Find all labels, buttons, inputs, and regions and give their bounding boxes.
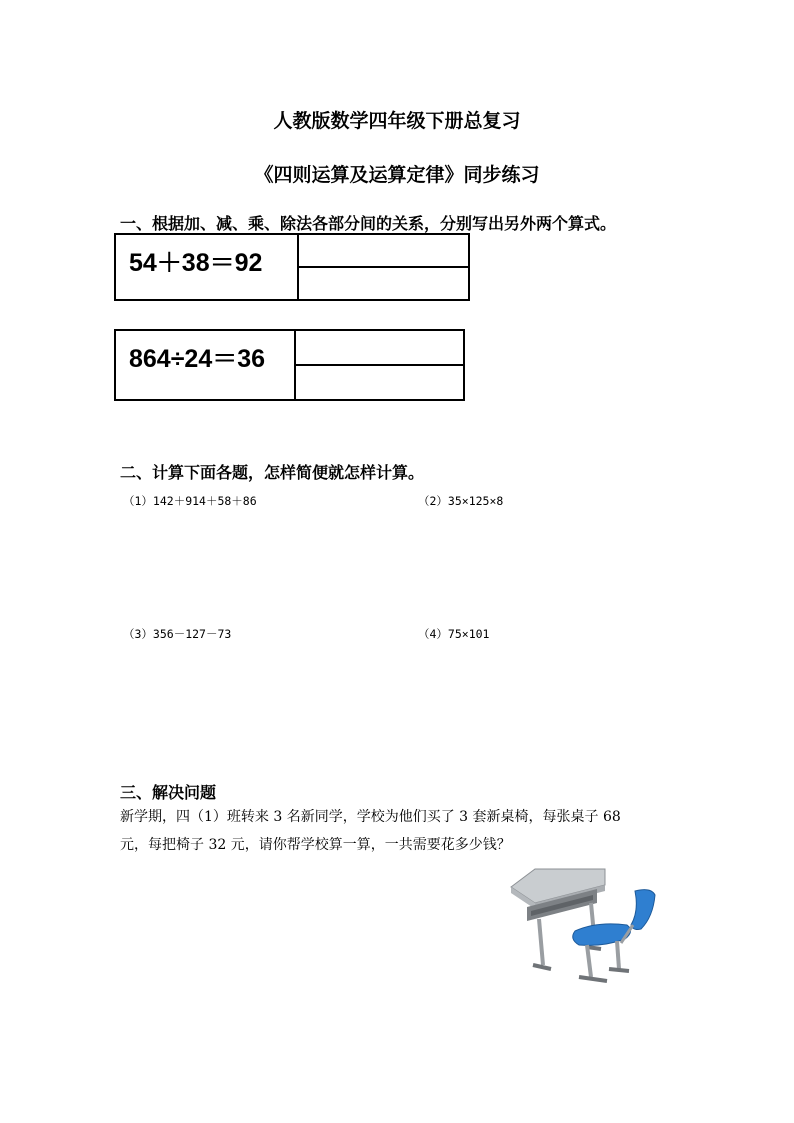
problem-2: （2）35×125×8 (418, 494, 504, 508)
problem-4: （4）75×101 (418, 627, 490, 641)
equation-2: 864÷24＝36 (116, 331, 296, 399)
equation-box-1 (114, 233, 470, 301)
page-subtitle: 《四则运算及运算定律》同步练习 (254, 164, 540, 186)
desk-chair-illustration (505, 865, 665, 995)
equation-box-2 (114, 329, 465, 401)
answer-line-divider-1 (297, 266, 468, 268)
section3-heading: 三、解决问题 (120, 783, 217, 802)
section1-heading: 一、根据加、减、乘、除法各部分间的关系，分别写出另外两个算式。 (120, 214, 617, 233)
problem-1: （1）142＋914＋58＋86 (123, 494, 257, 508)
equation-1: 54＋38＝92 (116, 235, 299, 299)
word-problem-line-2: 元，每把椅子 32 元，请你帮学校算一算，一共需要花多少钱？ (120, 837, 511, 853)
word-problem-line-1: 新学期，四（1）班转来 3 名新同学，学校为他们买了 3 套新桌椅，每张桌子 68 (120, 809, 621, 825)
problem-3: （3）356－127－73 (123, 627, 232, 641)
answer-line-divider-2 (294, 364, 463, 366)
page-title: 人教版数学四年级下册总复习 (273, 110, 521, 132)
section2-heading: 二、计算下面各题，怎样简便就怎样计算。 (120, 463, 425, 482)
word-problem-text (120, 803, 690, 859)
